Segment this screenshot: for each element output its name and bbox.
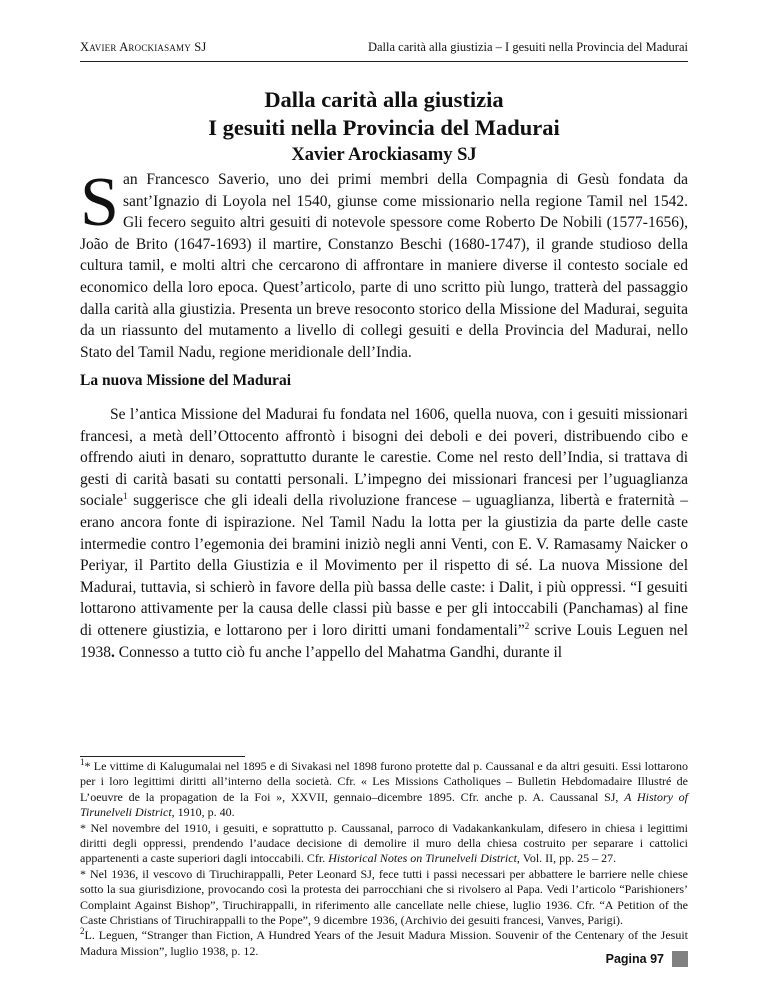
- paragraph-text-d: Connesso a tutto ciò fu anche l’appello del Mahatma Gandhi, durante il: [114, 643, 563, 661]
- page-number: [606, 951, 688, 967]
- footnote-ref-1[interactable]: 1: [123, 491, 128, 502]
- paragraph-bold-period: .: [111, 643, 115, 661]
- section-paragraph: [80, 404, 688, 663]
- title-block: [80, 86, 688, 168]
- section-heading: La nuova Missione del Madurai: [80, 372, 291, 389]
- footnotes: [80, 759, 688, 959]
- footnote-2: [80, 821, 688, 867]
- footnote-4-mark: 2: [80, 926, 85, 937]
- article-author: Xavier Arockiasamy SJ: [291, 145, 477, 165]
- page-number-label: Pagina 97: [605, 952, 664, 966]
- footnote-rule: [80, 756, 245, 757]
- header-short-title: Dalla carità alla giustizia – I gesuiti nella Provincia del Madurai: [367, 40, 688, 54]
- footnote-2-text-a: * Nel novembre del 1910, i gesuiti, e soprattutto p. Caussanal, parroco di Vadakankankulam, difesero in chiesa i legittimi diritti degli oppressi, prendendo l’audace decisione di demolire il muro della chiesa costruito per separare i cattolici appartenenti a caste superiori dagli intoccabili. Cfr.: [80, 820, 688, 866]
- intro-paragraph: [80, 164, 688, 363]
- article-title-line1: Dalla carità alla giustizia: [264, 87, 504, 112]
- footnote-2-title: Historical Notes on Tirunelveli District: [328, 851, 517, 866]
- footnote-1-text-a: * Le vittime di Kalugumalai nel 1895 e di Sivakasi nel 1898 furono protette dal p. Caussanal e da altri gesuiti. Essi lottarono per i loro legittimi diritti all’interno della società. Cfr. « Les Missions Catholiques – Bulletin Hebdomadaire Illustré de L’oeuvre de la propagation de la Foi », XXVII, gennaio–dicembre 1895. Cfr. anche p. A. Caussanal SJ,: [80, 759, 688, 804]
- header-rule: [80, 61, 688, 62]
- footnote-3: * Nel 1936, il vescovo di Tiruchirappalli, Peter Leonard SJ, fece tutti i passi necessari per abbattere le barriere nelle chiese sotto la sua giurisdizione, provocando così la protesta dei parrocchiani che si rivolsero al Papa. Vedi l’articolo “Parishioners’ Complaint Against Bishop”, Tiruchirappalli, in riferimento alle cancellate nelle chiese, luglio 1936. Cfr. “A Petition of the Caste Christians of Tiruchirappalli to the Pope”, 9 dicembre 1936, (Archivio dei gesuiti francesi, Vanves, Parigi).: [80, 866, 688, 928]
- paragraph-text-b: suggerisce che gli ideali della rivoluzione francese – uguaglianza, libertà e fraternità – erano ancora fonte di ispirazione. Nel Tamil Nadu la lotta per la giustizia da parte delle caste intermedie contro l’egemonia dei bramini iniziò negli anni Venti, con E. V. Ramasamy Naicker o Periyar, il Partito della Giustizia e il Movimento per il rispetto di sé. La nuova Missione del Madurai, tuttavia, si schierò in favore della più bassa delle caste: i Dalit, i più oppressi. “I gesuiti lottarono attivamente per la causa delle classi più basse e per gli intoccabili (Panchamas) al fine di ottenere giustizia, e lottarono per i loro diritti umani fondamentali”: [80, 492, 688, 639]
- footnote-ref-2[interactable]: 2: [524, 620, 530, 631]
- header-author: Xavier Arockiasamy SJ: [80, 40, 207, 54]
- drop-cap: S: [80, 164, 119, 241]
- footnote-1-text-b: , 1910, p. 40.: [171, 805, 235, 820]
- paragraph-text-a: Se l’antica Missione del Madurai fu fondata nel 1606, quella nuova, con i gesuiti missionari francesi, a metà dell’Ottocento affrontò i bisogni dei deboli e dei poveri, distribuendo cibo e offrendo aiuti in denaro, soprattutto durante le carestie. Come nel resto dell’India, si trattava di gesti di carità basati su contatti personali. L’impegno dei missionari francesi per l’uguaglianza sociale: [80, 406, 688, 510]
- paragraph-text-c: scrive Louis Leguen nel 1938: [80, 621, 689, 661]
- page-marker-square: [672, 951, 688, 967]
- intro-text: an Francesco Saverio, uno dei primi membri della Compagnia di Gesù fondata da sant’Ignazio di Loyola nel 1540, giunse come missionario nella regione Tamil nel 1542. Gli fecero seguito altri gesuiti di notevole spessore come Roberto De Nobili (1577-1656), João de Brito (1647-1693) il martire, Constanzo Beschi (1680-1747), il grande studioso della cultura tamil, e molti altri che cercarono di affrontare in maniere diverse il contesto sociale ed economico della loro epoca. Quest’articolo, parte di uno scritto più lungo, tratterà del passaggio dalla carità alla giustizia. Presenta un breve resoconto storico della Missione del Madurai, seguita da un riassunto del mutamento a livello di collegi gesuiti e della Provincia del Madurai, nello Stato del Tamil Nadu, regione meridionale dell’India.: [80, 171, 688, 361]
- footnote-2-text-b: , Vol. II, pp. 25 – 27.: [516, 851, 617, 866]
- footnote-1-title: A History of Tirunelveli District: [80, 789, 689, 820]
- footnote-1: [80, 759, 688, 821]
- footnote-4: [80, 928, 688, 959]
- article-title-line2: I gesuiti nella Provincia del Madurai: [208, 115, 560, 140]
- footnote-1-mark: 1: [80, 757, 85, 767]
- footnote-4-text: L. Leguen, “Stranger than Fiction, A Hundred Years of the Jesuit Madura Mission. Souvenir of the Centenary of the Jesuit Madura Mission”, luglio 1938, p. 12.: [80, 928, 688, 958]
